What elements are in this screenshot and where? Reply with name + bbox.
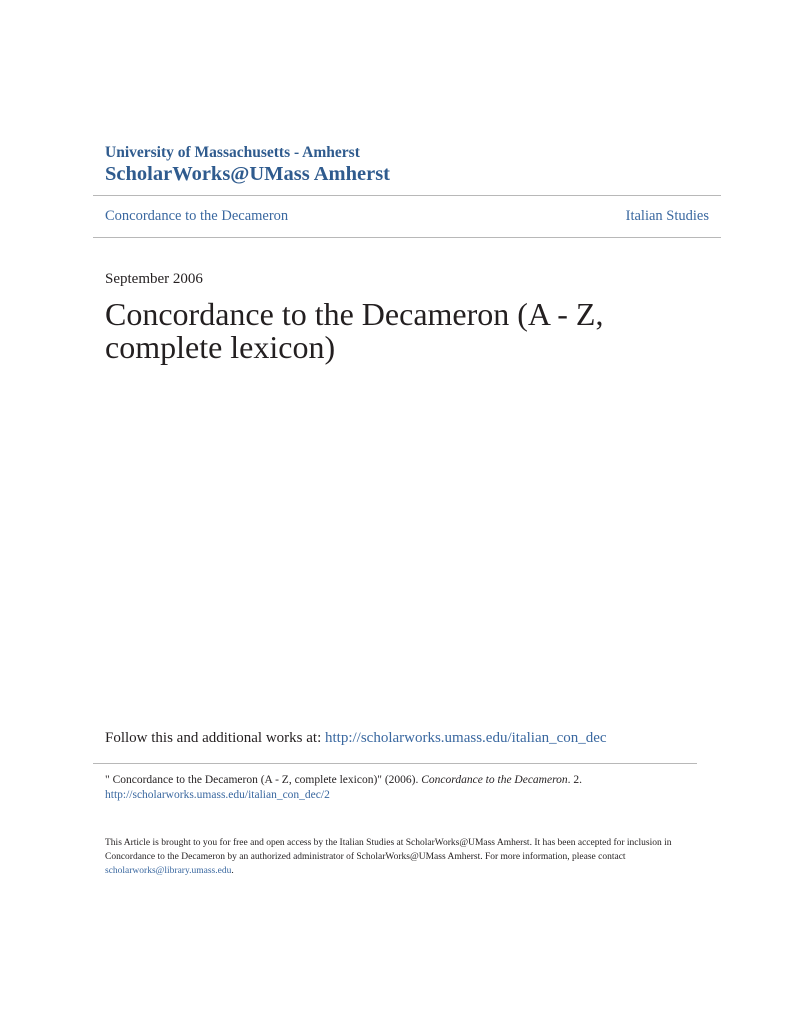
citation-text: " Concordance to the Decameron (A - Z, complete lexicon)" (2006). bbox=[105, 774, 422, 786]
access-note bbox=[105, 836, 695, 878]
series-link[interactable]: Concordance to the Decameron bbox=[105, 208, 289, 224]
institution-name: University of Massachusetts - Amherst bbox=[105, 144, 360, 161]
follow-line bbox=[105, 730, 607, 747]
access-note-text: This Article is brought to you for free and open access by the Italian Studies at ScholarWorks@UMass Amherst. It has been accepted for inclusion in Concordance to the Decameron by an authorized administrator of ScholarWorks@UMass Amherst. For more information, please contact bbox=[105, 838, 672, 862]
citation-divider bbox=[93, 763, 697, 764]
repository-header bbox=[105, 144, 725, 186]
repository-name: ScholarWorks@UMass Amherst bbox=[105, 163, 390, 185]
citation-series: Concordance to the Decameron bbox=[421, 774, 568, 786]
contact-email-link[interactable]: scholarworks@library.umass.edu bbox=[105, 866, 232, 876]
series-nav-bar bbox=[93, 195, 721, 238]
citation-url-link[interactable]: http://scholarworks.umass.edu/italian_con_dec/2 bbox=[105, 789, 330, 801]
follow-prefix: Follow this and additional works at: bbox=[105, 730, 325, 746]
department-link[interactable]: Italian Studies bbox=[625, 208, 709, 224]
document-title: Concordance to the Decameron (A - Z, complete lexicon) bbox=[105, 296, 604, 365]
publication-date: September 2006 bbox=[105, 271, 203, 287]
follow-url-link[interactable]: http://scholarworks.umass.edu/italian_con_dec bbox=[324, 730, 607, 746]
recommended-citation bbox=[105, 773, 695, 803]
access-note-end: . bbox=[231, 866, 234, 876]
citation-suffix: . 2. bbox=[567, 774, 583, 786]
